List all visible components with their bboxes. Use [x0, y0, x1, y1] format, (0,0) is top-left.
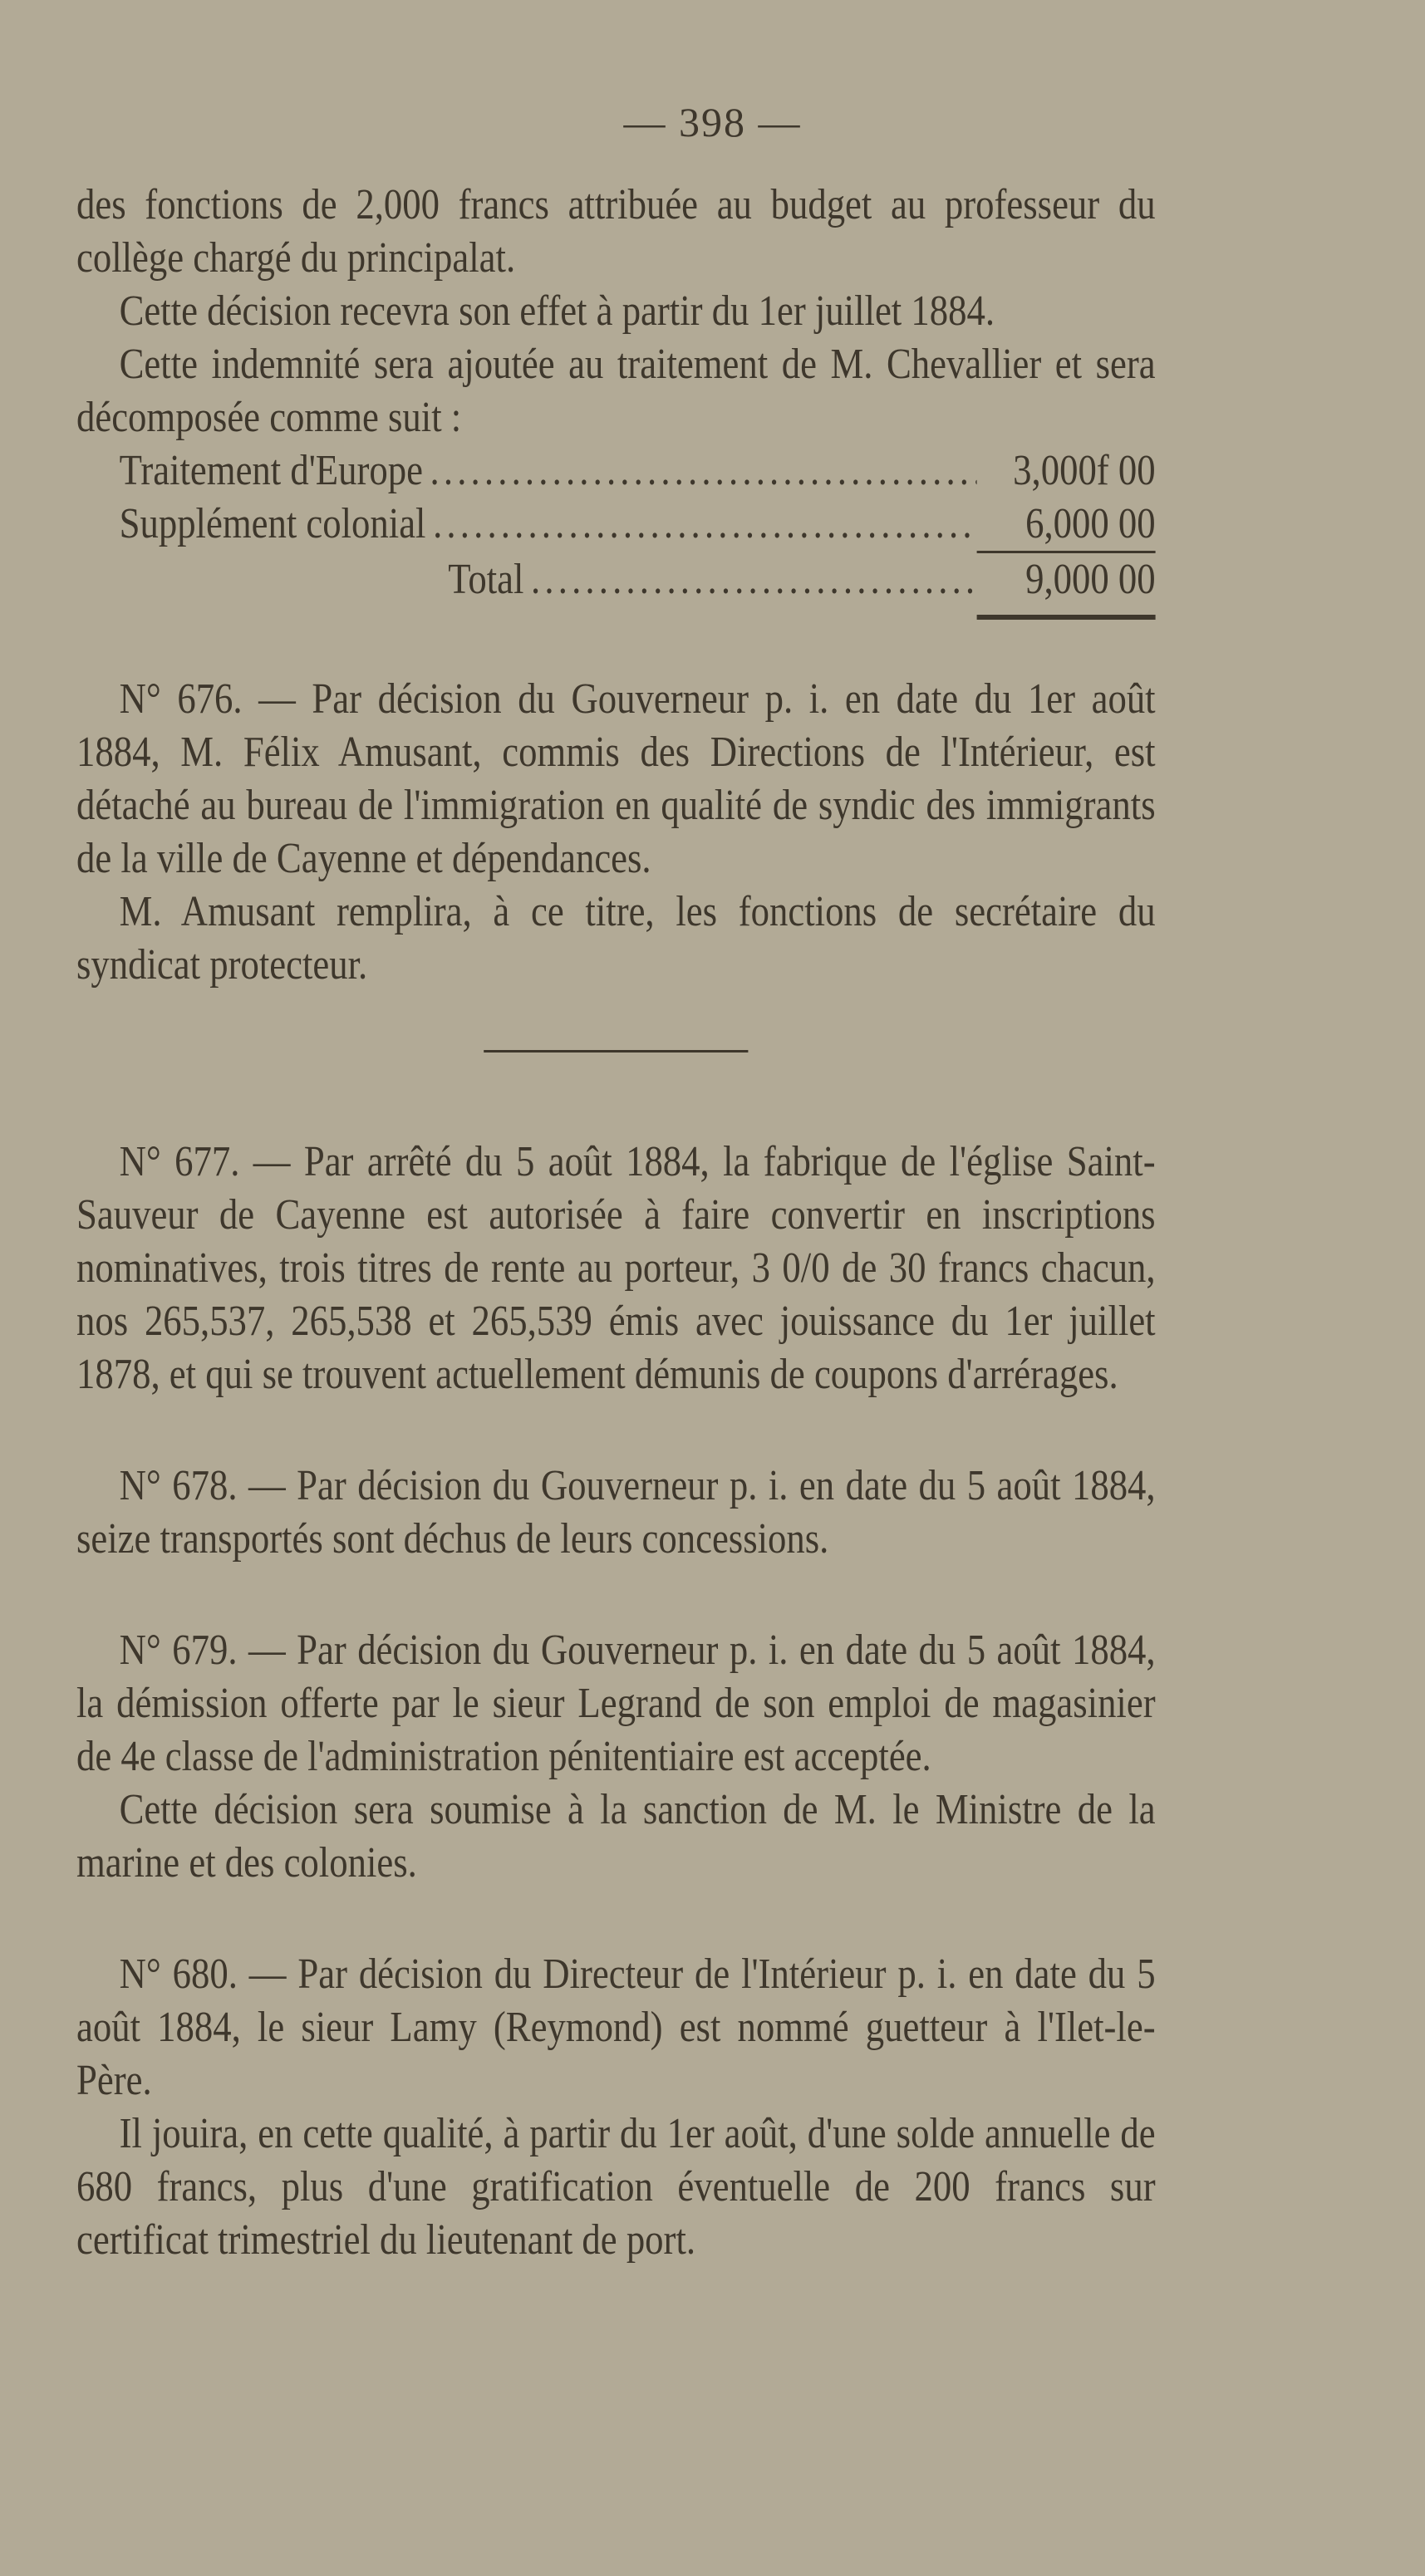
spacer — [76, 1566, 1156, 1624]
entry-676: N° 676. — Par décision du Gouverneur p. i. en date du 1er août 1884, M. Félix Amusant, commis des Directions de l'Intérieur, est détaché au bureau de l'immigration en qualité de syndic des immigrants de la ville de Cayenne et dépendances. — [76, 675, 1156, 882]
salary-label: Supplément colonial — [119, 500, 426, 547]
paragraph-continuation: des fonctions de 2,000 francs attribuée au budget au professeur du collège chargé du principalat. — [76, 181, 1156, 282]
total-value: 9,000 00 — [1025, 556, 1156, 603]
entry-680: N° 680. — Par décision du Directeur de l'Intérieur p. i. en date du 5 août 1884, le sieur Lamy (Reymond) est nommé guetteur à l'Ilet-le-Père. — [76, 1950, 1156, 2104]
leader-dots — [423, 444, 977, 498]
entry-678: N° 678. — Par décision du Gouverneur p. i. en date du 5 août 1884, seize transportés sont déchus de leurs concessions. — [76, 1462, 1156, 1563]
total-label: Total — [448, 556, 524, 603]
entry-679: N° 679. — Par décision du Gouverneur p. i. en date du 5 août 1884, la démission offerte par le sieur Legrand de son emploi de magasinier de 4e classe de l'administration pénitentiaire est acceptée. — [76, 1627, 1156, 1780]
salary-row-total — [76, 553, 1156, 606]
entry-677: N° 677. — Par arrêté du 5 août 1884, la fabrique de l'église Saint-Sauveur de Cayenne est autorisée à faire convertir en inscriptions nominatives, trois titres de rente au porteur, 3 0/0 de 30 francs chacun, nos 265,537, 265,538 et 265,539 émis avec jouissance du 1er juillet 1878, et qui se trouvent actuellement démunis de coupons d'arrérages. — [76, 1138, 1156, 1398]
salary-row-colonial — [76, 498, 1156, 553]
leader-dots — [523, 553, 976, 606]
spacer — [76, 1890, 1156, 1948]
salary-table — [76, 444, 1156, 620]
salary-value: 3,000f 00 — [1013, 447, 1156, 494]
entry-676-continuation: M. Amusant remplira, à ce titre, les fonctions de secrétaire du syndicat protecteur. — [76, 888, 1156, 989]
entry-680-continuation: Il jouira, en cette qualité, à partir du 1er août, d'une solde annuelle de 680 francs, plus d'une gratification éventuelle de 200 francs sur certificat trimestriel du lieutenant de port. — [76, 2110, 1156, 2264]
leader-dots — [425, 498, 976, 551]
salary-row-europe — [76, 444, 1156, 498]
salary-label: Traitement d'Europe — [119, 447, 423, 494]
paragraph-effect-date: Cette décision recevra son effet à partir du 1er juillet 1884. — [119, 287, 995, 335]
paragraph-indemnity: Cette indemnité sera ajoutée au traitement de M. Chevallier et sera décomposée comme suit : — [76, 341, 1156, 441]
spacer — [76, 1401, 1156, 1460]
page-body — [76, 179, 1156, 2267]
total-underline — [977, 606, 1156, 620]
entry-679-continuation: Cette décision sera soumise à la sanction de M. le Ministre de la marine et des colonies. — [76, 1786, 1156, 1887]
salary-value: 6,000 00 — [977, 498, 1156, 553]
page-number: — 398 — — [623, 99, 802, 145]
section-divider — [484, 1050, 748, 1052]
